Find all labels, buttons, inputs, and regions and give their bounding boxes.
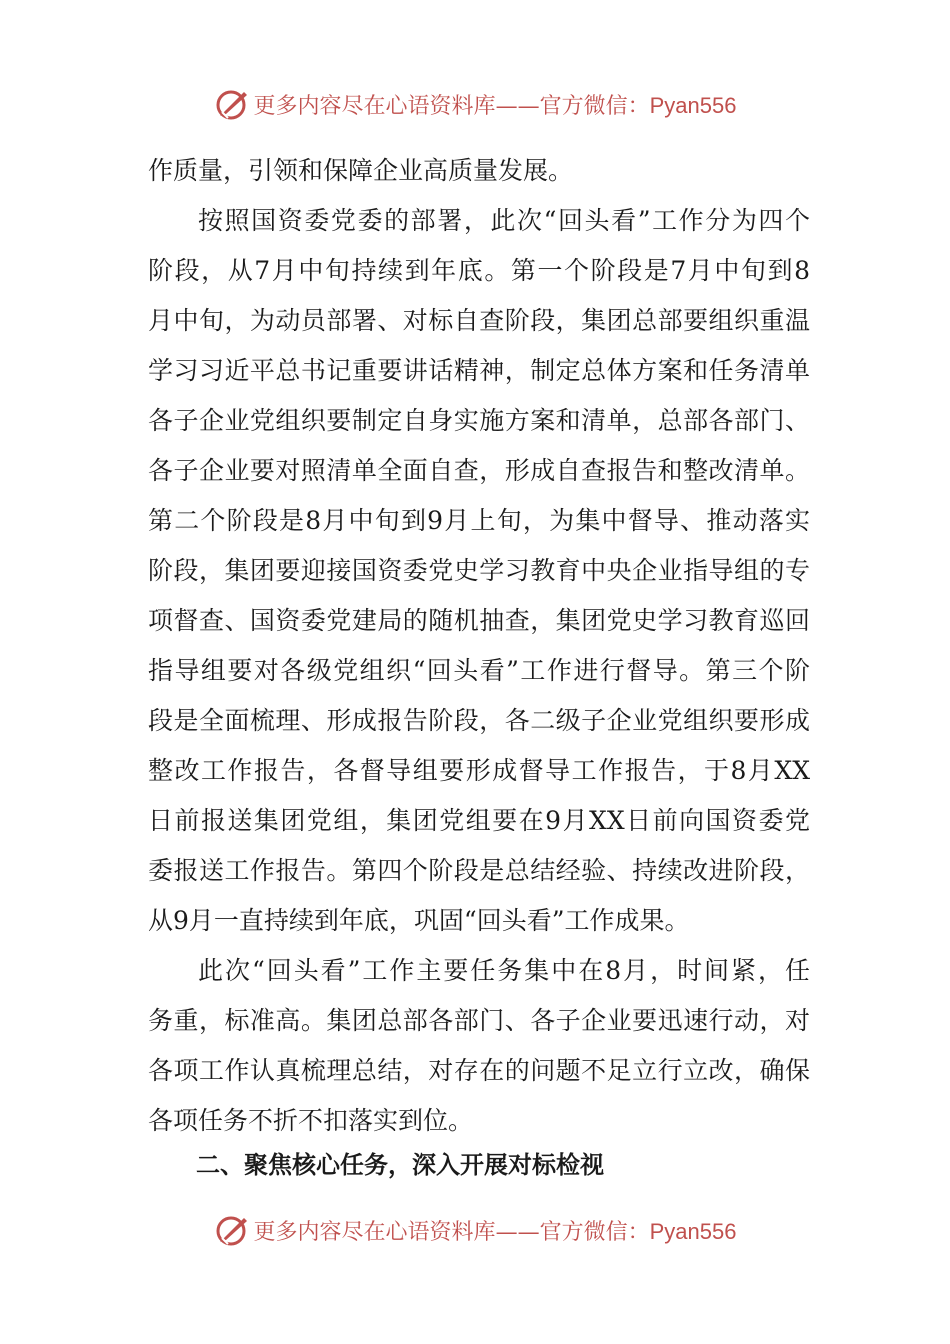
text-line: 各项工作认真梳理总结，对存在的问题不足立行立改，确保 xyxy=(148,1056,810,1085)
text-line: 段是全面梳理、形成报告阶段，各二级子企业党组织要形成 xyxy=(148,706,810,735)
text-line: 委报送工作报告。第四个阶段是总结经验、持续改进阶段， xyxy=(148,856,810,885)
text-line: 按照国资委党委的部署，此次“回头看”工作分为四个 xyxy=(198,206,810,235)
text-line: 作质量，引领和保障企业高质量发展。 xyxy=(148,156,574,185)
quill-logo-icon xyxy=(214,1212,250,1248)
section-heading: 二、聚焦核心任务，深入开展对标检视 xyxy=(196,1151,604,1179)
quill-logo-icon xyxy=(214,86,250,122)
document-body xyxy=(148,146,810,1146)
text-line: 日前报送集团党组，集团党组要在9月XX日前向国资委党 xyxy=(148,806,810,835)
text-line: 阶段，集团要迎接国资委党史学习教育中央企业指导组的专 xyxy=(148,556,810,585)
text-line: 此次“回头看”工作主要任务集中在8月，时间紧，任 xyxy=(198,956,810,985)
text-line: 从9月一直持续到年底，巩固“回头看”工作成果。 xyxy=(148,906,690,935)
banner-text: 更多内容尽在心语资料库——官方微信：Pyan556 xyxy=(253,1218,737,1245)
text-line: 务重，标准高。集团总部各部门、各子企业要迅速行动，对 xyxy=(148,1006,810,1035)
text-line: 第二个阶段是8月中旬到9月上旬，为集中督导、推动落实 xyxy=(148,506,810,535)
banner-text: 更多内容尽在心语资料库——官方微信：Pyan556 xyxy=(253,92,737,119)
text-line: 整改工作报告，各督导组要形成督导工作报告，于8月XX xyxy=(148,756,810,785)
text-line: 指导组要对各级党组织“回头看”工作进行督导。第三个阶 xyxy=(148,656,810,685)
text-line: 项督查、国资委党建局的随机抽查，集团党史学习教育巡回 xyxy=(148,606,810,635)
header-banner xyxy=(0,84,950,124)
text-line: 月中旬，为动员部署、对标自查阶段，集团总部要组织重温 xyxy=(148,306,810,335)
text-line: 各项任务不折不扣落实到位。 xyxy=(148,1106,474,1135)
text-line: 各子企业党组织要制定自身实施方案和清单，总部各部门、 xyxy=(148,406,810,435)
text-line: 学习习近平总书记重要讲话精神，制定总体方案和任务清单 xyxy=(148,356,810,385)
text-line: 阶段，从7月中旬持续到年底。第一个阶段是7月中旬到8 xyxy=(148,256,810,285)
footer-banner xyxy=(0,1210,950,1250)
text-line: 各子企业要对照清单全面自查，形成自查报告和整改清单。 xyxy=(148,456,810,485)
